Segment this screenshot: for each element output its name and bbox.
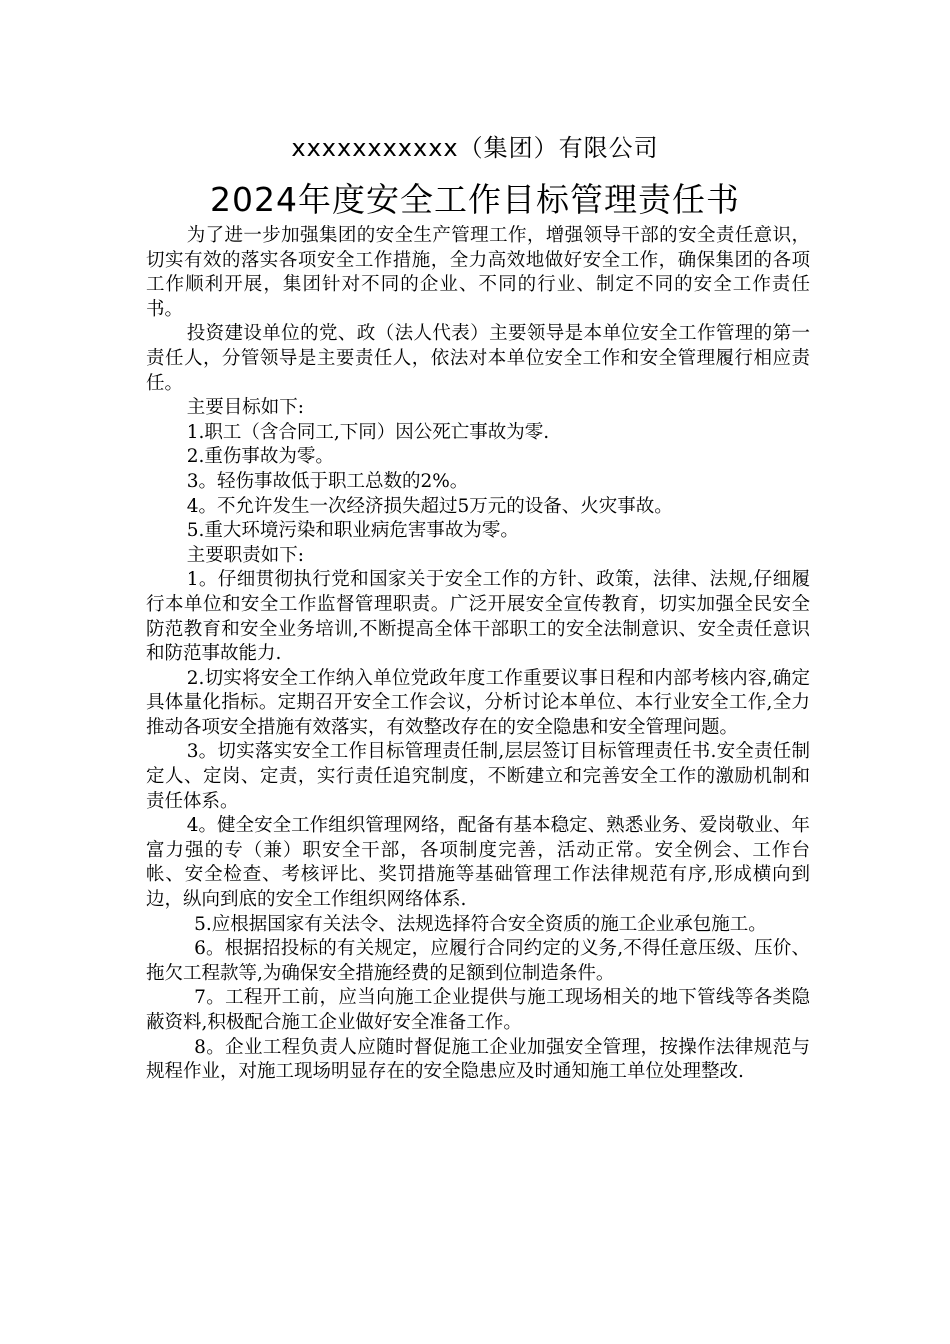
document-body	[146, 224, 810, 1085]
goals-heading: 主要目标如下:	[186, 397, 304, 419]
duty-item: 1。仔细贯彻执行党和国家关于安全工作的方针、政策，法律、法规,仔细履行本单位和安全工作监督管理职责。广泛开展安全宣传教育，切实加强全民安全防范教育和安全业务培训,不断提高全体干部职工的安全法制意识、安全责任意识和防范事故能力.	[146, 569, 810, 665]
company-name: xxxxxxxxxxx（集团）有限公司	[291, 134, 659, 162]
goal-item: 5.重大环境污染和职业病危害事故为零。	[186, 520, 519, 542]
responsibility-paragraph: 投资建设单位的党、政（法人代表）主要领导是本单位安全工作管理的第一责任人，分管领导是主要责任人，依法对本单位安全工作和安全管理履行相应责任。	[146, 323, 810, 394]
duty-item: 6。根据招投标的有关规定，应履行合同约定的义务,不得任意压级、压价、拖欠工程款等,为确保安全措施经费的足额到位制造条件。	[146, 938, 810, 984]
duty-item: 5.应根据国家有关法令、法规选择符合安全资质的施工企业承包施工。	[194, 913, 767, 935]
document-title: 2024年度安全工作目标管理责任书	[210, 180, 740, 219]
duty-item: 4。健全安全工作组织管理网络，配备有基本稳定、熟悉业务、爱岗敬业、年富力强的专（兼）职安全干部，各项制度完善，活动正常。安全例会、工作台帐、安全检查、考核评比、奖罚措施等基础管理工作法律规范有序,形成横向到边，纵向到底的安全工作组织网络体系.	[146, 815, 810, 911]
goal-item: 2.重伤事故为零。	[186, 446, 334, 468]
duty-item: 3。切实落实安全工作目标管理责任制,层层签订目标管理责任书.安全责任制定人、定岗、定责，实行责任追究制度，不断建立和完善安全工作的激励机制和责任体系。	[146, 741, 810, 812]
duty-item: 7。工程开工前，应当向施工企业提供与施工现场相关的地下管线等各类隐蔽资料,积极配合施工企业做好安全准备工作。	[146, 987, 810, 1033]
duties-heading: 主要职责如下:	[186, 544, 304, 566]
goal-item: 4。不允许发生一次经济损失超过5万元的设备、火灾事故。	[186, 495, 673, 517]
goal-item: 1.职工（含合同工,下同）因公死亡事故为零.	[186, 421, 550, 443]
duty-item: 2.切实将安全工作纳入单位党政年度工作重要议事日程和内部考核内容,确定具体量化指标。定期召开安全工作会议，分析讨论本单位、本行业安全工作,全力推动各项安全措施有效落实，有效整改存在的安全隐患和安全管理问题。	[146, 667, 810, 738]
duty-item: 8。企业工程负责人应随时督促施工企业加强安全管理，按操作法律规范与规程作业，对施工现场明显存在的安全隐患应及时通知施工单位处理整改.	[146, 1036, 810, 1083]
intro-paragraph: 为了进一步加强集团的安全生产管理工作，增强领导干部的安全责任意识，切实有效的落实各项安全工作措施，全力高效地做好安全工作，确保集团的各项工作顺利开展，集团针对不同的企业、不同的行业、制定不同的安全工作责任书。	[146, 225, 810, 320]
goal-item: 3。轻伤事故低于职工总数的2%。	[186, 470, 469, 492]
